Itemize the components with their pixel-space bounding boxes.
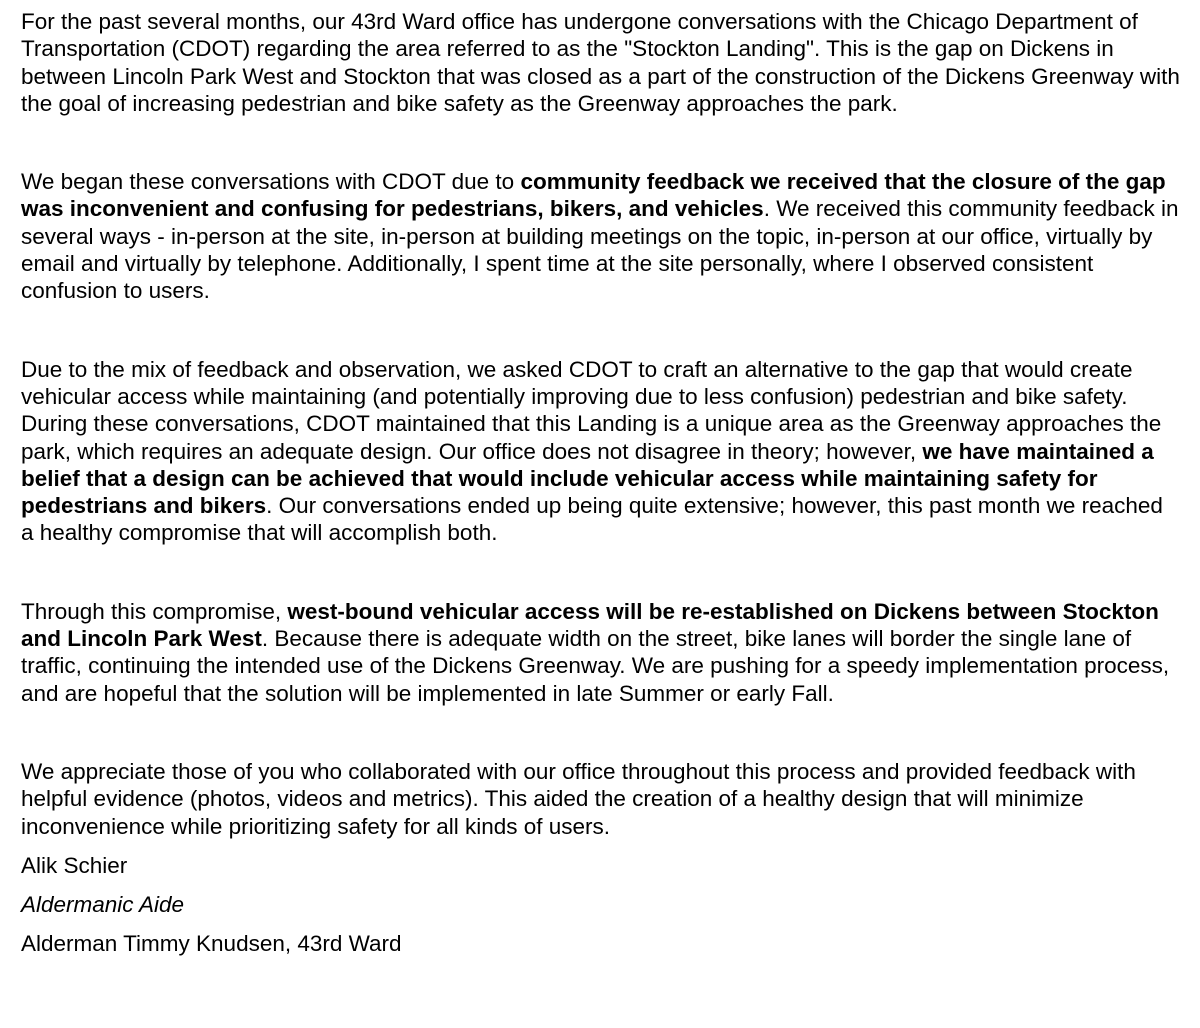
signature-name: Alik Schier: [21, 852, 128, 878]
paragraph-text: . Because there is adequate width on the street, bike lanes will border the single lane of traffic, continuing the intended use of the Dickens Greenway. We are pushing for a speedy implementation process, and are hopeful that the solution will be implemented in late Summer or early Fall.: [21, 626, 1170, 706]
paragraph-design-request: [21, 356, 1181, 547]
paragraph-text: . We received this community feedback in several ways - in-person at the site, in-person at building meetings on the topic, in-person at our office, virtually by email and virtually by telephone. Additionally, I spent time at the site personally, where I observed consistent confusion to users.: [21, 196, 1179, 304]
paragraph-text: Due to the mix of feedback and observation, we asked CDOT to craft an alternative to the gap that would create vehicular access while maintaining (and potentially improving due to less confusion) pedestrian and bike safety. During these conversations, CDOT maintained that this Landing is a unique area as the Greenway approaches the park, which requires an adequate design. Our office does not disagree in theory; however,: [21, 356, 1162, 464]
paragraph-text: Through this compromise,: [21, 598, 288, 624]
paragraph-text: For the past several months, our 43rd Ward office has undergone conversations with the Chicago Department of Transportation (CDOT) regarding the area referred to as the "Stockton Landing". This is the gap on Dickens in between Lincoln Park West and Stockton that was closed as a part of the construction of the Dickens Greenway with the goal of increasing pedestrian and bike safety as the Greenway approaches the park.: [21, 9, 1180, 116]
paragraph-intro: [21, 8, 1181, 117]
signature-title: Aldermanic Aide: [21, 892, 184, 918]
paragraph-text: We appreciate those of you who collaborated with our office throughout this process and provided feedback with helpful evidence (photos, videos and metrics). This aided the creation of a healthy design that will minimize inconvenience while prioritizing safety for all kinds of users.: [21, 758, 1136, 839]
signature-office: Alderman Timmy Knudsen, 43rd Ward: [21, 931, 402, 957]
paragraph-bold-text: we have maintained a belief that a design can be achieved that would include vehicular access while maintaining safety for pedestrians and bikers: [21, 438, 1154, 519]
paragraph-bold-text: west-bound vehicular access will be re-established on Dickens between Stockton and Lincoln Park West: [21, 598, 1159, 652]
paragraph-community-feedback: [21, 168, 1181, 304]
paragraph-compromise: [21, 598, 1181, 707]
paragraph-text: We began these conversations with CDOT due to: [21, 169, 521, 195]
paragraph-bold-text: community feedback we received that the closure of the gap was inconvenient and confusing for pedestrians, bikers, and vehicles: [21, 169, 1166, 222]
paragraph-appreciation: [21, 758, 1181, 840]
paragraph-text: . Our conversations ended up being quite extensive; however, this past month we reached a healthy compromise that will accomplish both.: [21, 493, 1163, 546]
letter-document: [21, 8, 1181, 958]
